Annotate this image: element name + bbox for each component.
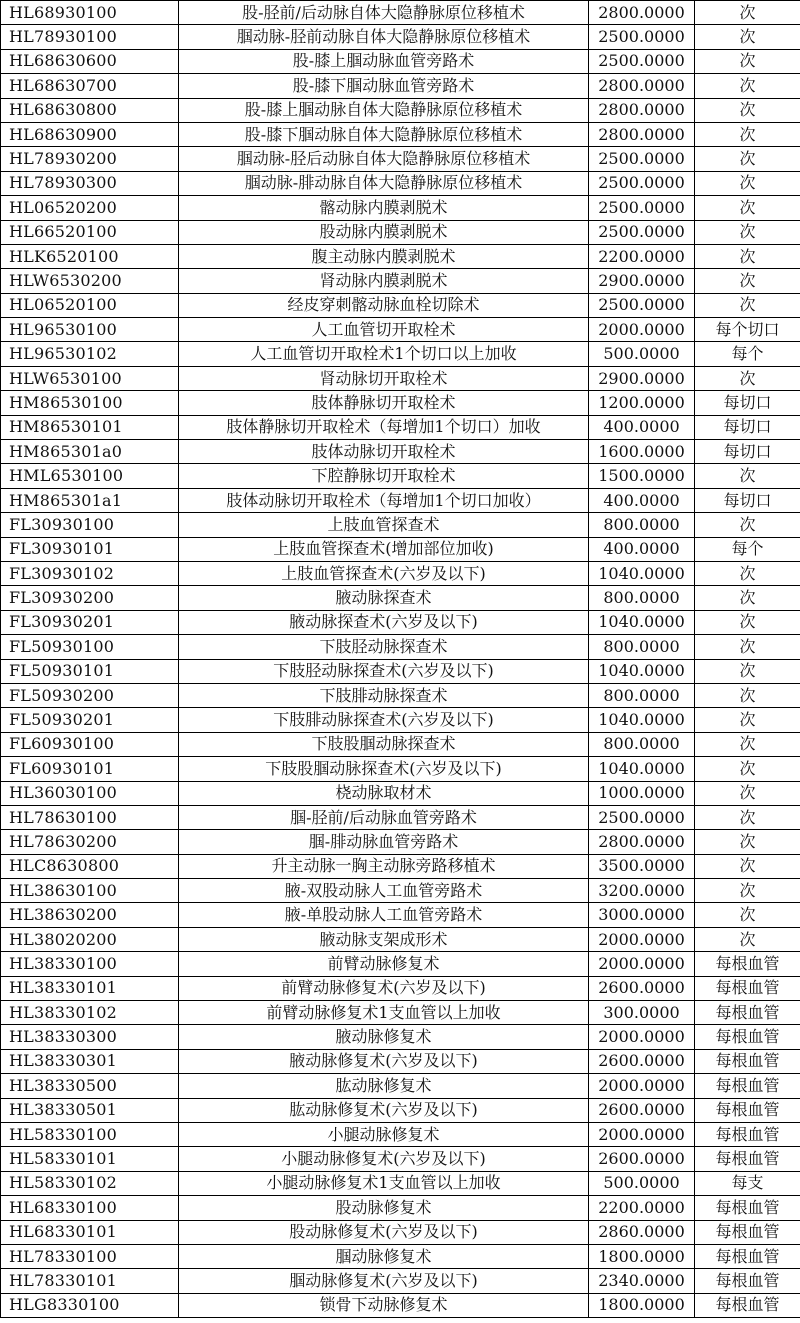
item-code-cell: HL38630200 [1,903,179,927]
item-code-cell: HL78930200 [1,147,179,171]
item-code-cell: HL06520100 [1,293,179,317]
table-row [1,1269,800,1293]
item-code-cell: FL50930101 [1,659,179,683]
item-name-cell: 腋-双股动脉人工血管旁路术 [179,879,589,903]
item-name-cell: 腘动脉-胫前动脉自体大隐静脉原位移植术 [179,25,589,49]
item-code-cell: HL38330101 [1,976,179,1000]
item-name-cell: 股动脉修复术 [179,1196,589,1220]
item-name-cell: 腋动脉修复术(六岁及以下) [179,1049,589,1073]
unit-cell: 每根血管 [695,1293,800,1317]
price-cell: 2900.0000 [589,269,695,293]
item-name-cell: 腋-单股动脉人工血管旁路术 [179,903,589,927]
table-row [1,1074,800,1098]
item-name-cell: 股-膝上腘动脉自体大隐静脉原位移植术 [179,98,589,122]
item-name-cell: 腋动脉探查术(六岁及以下) [179,610,589,634]
item-name-cell: 肾动脉切开取栓术 [179,366,589,390]
unit-cell: 次 [695,805,800,829]
item-code-cell: HML6530100 [1,464,179,488]
item-name-cell: 人工血管切开取栓术1个切口以上加收 [179,342,589,366]
unit-cell: 次 [695,171,800,195]
unit-cell: 次 [695,98,800,122]
unit-cell: 每切口 [695,488,800,512]
item-name-cell: 股-膝下腘动脉自体大隐静脉原位移植术 [179,122,589,146]
item-code-cell: FL30930100 [1,513,179,537]
price-cell: 2200.0000 [589,1196,695,1220]
table-row [1,1220,800,1244]
price-cell: 2000.0000 [589,952,695,976]
item-code-cell: HLG8330100 [1,1293,179,1317]
item-name-cell: 肾动脉内膜剥脱术 [179,269,589,293]
table-row [1,757,800,781]
table-row [1,879,800,903]
item-code-cell: HM86530101 [1,415,179,439]
table-row [1,74,800,98]
table-row [1,269,800,293]
price-cell: 1500.0000 [589,464,695,488]
unit-cell: 每根血管 [695,1074,800,1098]
item-name-cell: 小腿动脉修复术(六岁及以下) [179,1147,589,1171]
item-code-cell: HL36030100 [1,781,179,805]
table-row [1,415,800,439]
item-code-cell: HL58330100 [1,1122,179,1146]
unit-cell: 次 [695,757,800,781]
table-row [1,220,800,244]
price-cell: 1040.0000 [589,757,695,781]
table-row [1,586,800,610]
price-cell: 2900.0000 [589,366,695,390]
item-name-cell: 上肢血管探查术 [179,513,589,537]
price-cell: 300.0000 [589,1001,695,1025]
price-cell: 800.0000 [589,586,695,610]
unit-cell: 次 [695,879,800,903]
item-code-cell: HL96530100 [1,318,179,342]
item-name-cell: 升主动脉一胸主动脉旁路移植术 [179,854,589,878]
unit-cell: 次 [695,122,800,146]
unit-cell: 每根血管 [695,976,800,1000]
unit-cell: 次 [695,610,800,634]
item-code-cell: HL58330101 [1,1147,179,1171]
price-cell: 500.0000 [589,342,695,366]
item-code-cell: HL68930100 [1,1,179,25]
unit-cell: 次 [695,1,800,25]
item-name-cell: 小腿动脉修复术 [179,1122,589,1146]
unit-cell: 每根血管 [695,1122,800,1146]
item-name-cell: 前臂动脉修复术1支血管以上加收 [179,1001,589,1025]
table-row [1,635,800,659]
item-name-cell: 前臂动脉修复术 [179,952,589,976]
unit-cell: 次 [695,561,800,585]
unit-cell: 次 [695,586,800,610]
unit-cell: 每个切口 [695,318,800,342]
item-code-cell: FL60930101 [1,757,179,781]
price-cell: 1040.0000 [589,659,695,683]
unit-cell: 次 [695,708,800,732]
price-cell: 2340.0000 [589,1269,695,1293]
item-code-cell: HL96530102 [1,342,179,366]
item-name-cell: 股-胫前/后动脉自体大隐静脉原位移植术 [179,1,589,25]
table-row [1,488,800,512]
table-row [1,708,800,732]
table-row [1,854,800,878]
item-code-cell: HM865301a0 [1,440,179,464]
price-cell: 2860.0000 [589,1220,695,1244]
table-row [1,561,800,585]
table-row [1,98,800,122]
item-name-cell: 腘动脉-胫后动脉自体大隐静脉原位移植术 [179,147,589,171]
unit-cell: 次 [695,244,800,268]
unit-cell: 次 [695,49,800,73]
item-name-cell: 下肢股腘动脉探查术(六岁及以下) [179,757,589,781]
unit-cell: 每支 [695,1171,800,1195]
unit-cell: 每切口 [695,415,800,439]
table-row [1,927,800,951]
table-row [1,1098,800,1122]
item-code-cell: HL68630900 [1,122,179,146]
price-cell: 1000.0000 [589,781,695,805]
item-name-cell: 桡动脉取材术 [179,781,589,805]
item-code-cell: HL78930100 [1,25,179,49]
price-cell: 400.0000 [589,488,695,512]
unit-cell: 次 [695,830,800,854]
price-cell: 800.0000 [589,732,695,756]
item-name-cell: 肢体动脉切开取栓术 [179,440,589,464]
price-cell: 400.0000 [589,537,695,561]
item-name-cell: 上肢血管探查术(增加部位加收) [179,537,589,561]
item-name-cell: 髂动脉内膜剥脱术 [179,196,589,220]
table-row [1,25,800,49]
unit-cell: 次 [695,269,800,293]
item-name-cell: 腘动脉-腓动脉自体大隐静脉原位移植术 [179,171,589,195]
price-cell: 800.0000 [589,635,695,659]
price-cell: 2800.0000 [589,830,695,854]
price-cell: 2000.0000 [589,318,695,342]
item-code-cell: HL68330101 [1,1220,179,1244]
item-code-cell: HL38020200 [1,927,179,951]
item-name-cell: 小腿动脉修复术1支血管以上加收 [179,1171,589,1195]
table-row [1,513,800,537]
table-row [1,1,800,25]
price-cell: 2500.0000 [589,220,695,244]
item-code-cell: FL30930102 [1,561,179,585]
table-row [1,1147,800,1171]
table-row [1,830,800,854]
price-cell: 2500.0000 [589,25,695,49]
table-row [1,122,800,146]
item-name-cell: 下肢腓动脉探查术 [179,683,589,707]
table-row [1,952,800,976]
item-code-cell: HL68330100 [1,1196,179,1220]
table-row [1,49,800,73]
table-row [1,976,800,1000]
table-row [1,244,800,268]
price-cell: 1040.0000 [589,610,695,634]
unit-cell: 每根血管 [695,1049,800,1073]
item-name-cell: 肱动脉修复术(六岁及以下) [179,1098,589,1122]
item-code-cell: HLC8630800 [1,854,179,878]
unit-cell: 次 [695,513,800,537]
item-name-cell: 股动脉内膜剥脱术 [179,220,589,244]
item-name-cell: 下肢胫动脉探查术(六岁及以下) [179,659,589,683]
item-name-cell: 前臂动脉修复术(六岁及以下) [179,976,589,1000]
table-row [1,1025,800,1049]
item-name-cell: 股动脉修复术(六岁及以下) [179,1220,589,1244]
price-cell: 1600.0000 [589,440,695,464]
table-row [1,1244,800,1268]
table-row [1,1122,800,1146]
price-cell: 2500.0000 [589,49,695,73]
table-row [1,659,800,683]
table-row [1,391,800,415]
unit-cell: 次 [695,903,800,927]
price-cell: 800.0000 [589,513,695,537]
item-name-cell: 肢体静脉切开取栓术（每增加1个切口）加收 [179,415,589,439]
table-row [1,1171,800,1195]
item-name-cell: 肱动脉修复术 [179,1074,589,1098]
table-row [1,171,800,195]
item-name-cell: 股-膝下腘动脉血管旁路术 [179,74,589,98]
item-code-cell: HL38330501 [1,1098,179,1122]
price-cell: 2500.0000 [589,293,695,317]
table-row [1,610,800,634]
item-code-cell: FL50930100 [1,635,179,659]
price-cell: 2000.0000 [589,1122,695,1146]
item-name-cell: 上肢血管探查术(六岁及以下) [179,561,589,585]
unit-cell: 次 [695,25,800,49]
item-name-cell: 腋动脉支架成形术 [179,927,589,951]
price-cell: 2800.0000 [589,98,695,122]
table-row [1,342,800,366]
item-name-cell: 股-膝上腘动脉血管旁路术 [179,49,589,73]
price-cell: 2500.0000 [589,196,695,220]
price-cell: 2800.0000 [589,74,695,98]
unit-cell: 每根血管 [695,1098,800,1122]
item-code-cell: HL38330100 [1,952,179,976]
unit-cell: 每个 [695,537,800,561]
table-row [1,1001,800,1025]
item-name-cell: 肢体静脉切开取栓术 [179,391,589,415]
price-cell: 2500.0000 [589,805,695,829]
table-body [1,1,800,1318]
unit-cell: 每根血管 [695,1196,800,1220]
unit-cell: 次 [695,854,800,878]
price-cell: 3500.0000 [589,854,695,878]
item-code-cell: HL68630700 [1,74,179,98]
table-row [1,293,800,317]
price-cell: 2000.0000 [589,1074,695,1098]
item-code-cell: FL30930101 [1,537,179,561]
unit-cell: 每切口 [695,391,800,415]
price-cell: 1040.0000 [589,708,695,732]
item-code-cell: HL78630200 [1,830,179,854]
unit-cell: 每根血管 [695,1244,800,1268]
unit-cell: 次 [695,659,800,683]
item-code-cell: FL50930200 [1,683,179,707]
unit-cell: 次 [695,732,800,756]
item-name-cell: 腹主动脉内膜剥脱术 [179,244,589,268]
price-cell: 2500.0000 [589,147,695,171]
price-cell: 2200.0000 [589,244,695,268]
unit-cell: 每根血管 [695,952,800,976]
item-name-cell: 下腔静脉切开取栓术 [179,464,589,488]
price-cell: 1800.0000 [589,1244,695,1268]
price-cell: 400.0000 [589,415,695,439]
price-cell: 800.0000 [589,683,695,707]
unit-cell: 次 [695,293,800,317]
price-cell: 2800.0000 [589,122,695,146]
item-code-cell: HLW6530200 [1,269,179,293]
price-cell: 2600.0000 [589,1049,695,1073]
unit-cell: 每根血管 [695,1001,800,1025]
item-name-cell: 腋动脉探查术 [179,586,589,610]
table-row [1,440,800,464]
table-row [1,196,800,220]
unit-cell: 次 [695,683,800,707]
item-code-cell: HL38630100 [1,879,179,903]
item-code-cell: FL30930200 [1,586,179,610]
price-cell: 2800.0000 [589,1,695,25]
table-row [1,732,800,756]
item-code-cell: HL38330301 [1,1049,179,1073]
price-cell: 1040.0000 [589,561,695,585]
price-cell: 1800.0000 [589,1293,695,1317]
item-name-cell: 下肢腓动脉探查术(六岁及以下) [179,708,589,732]
price-cell: 2600.0000 [589,1098,695,1122]
item-code-cell: HL78330101 [1,1269,179,1293]
price-cell: 2600.0000 [589,976,695,1000]
table-row [1,683,800,707]
unit-cell: 次 [695,366,800,390]
table-row [1,1049,800,1073]
item-name-cell: 腘动脉修复术 [179,1244,589,1268]
item-code-cell: HL66520100 [1,220,179,244]
table-row [1,318,800,342]
table-row [1,366,800,390]
item-name-cell: 腘动脉修复术(六岁及以下) [179,1269,589,1293]
item-code-cell: HLK6520100 [1,244,179,268]
item-code-cell: HL68630800 [1,98,179,122]
item-name-cell: 肢体动脉切开取栓术（每增加1个切口加收） [179,488,589,512]
item-name-cell: 人工血管切开取栓术 [179,318,589,342]
price-cell: 500.0000 [589,1171,695,1195]
unit-cell: 每根血管 [695,1025,800,1049]
unit-cell: 次 [695,147,800,171]
price-cell: 2000.0000 [589,927,695,951]
price-cell: 3200.0000 [589,879,695,903]
item-name-cell: 经皮穿刺髂动脉血栓切除术 [179,293,589,317]
item-code-cell: HL68630600 [1,49,179,73]
item-name-cell: 下肢股腘动脉探查术 [179,732,589,756]
item-code-cell: HL38330300 [1,1025,179,1049]
item-code-cell: HM86530100 [1,391,179,415]
unit-cell: 每根血管 [695,1269,800,1293]
item-code-cell: HL38330102 [1,1001,179,1025]
unit-cell: 次 [695,781,800,805]
unit-cell: 每切口 [695,440,800,464]
item-code-cell: FL50930201 [1,708,179,732]
table-row [1,1293,800,1317]
unit-cell: 每根血管 [695,1220,800,1244]
unit-cell: 每个 [695,342,800,366]
unit-cell: 次 [695,74,800,98]
price-cell: 3000.0000 [589,903,695,927]
item-code-cell: HM865301a1 [1,488,179,512]
item-name-cell: 锁骨下动脉修复术 [179,1293,589,1317]
item-code-cell: HL58330102 [1,1171,179,1195]
price-cell: 2500.0000 [589,171,695,195]
item-code-cell: FL30930201 [1,610,179,634]
price-cell: 2600.0000 [589,1147,695,1171]
table-row [1,537,800,561]
item-code-cell: HLW6530100 [1,366,179,390]
unit-cell: 次 [695,196,800,220]
price-cell: 1200.0000 [589,391,695,415]
item-code-cell: HL78930300 [1,171,179,195]
table-row [1,1196,800,1220]
item-code-cell: HL06520200 [1,196,179,220]
table-row [1,147,800,171]
item-code-cell: HL78330100 [1,1244,179,1268]
table-row [1,903,800,927]
item-code-cell: HL38330500 [1,1074,179,1098]
unit-cell: 次 [695,220,800,244]
table-row [1,805,800,829]
unit-cell: 次 [695,927,800,951]
item-code-cell: FL60930100 [1,732,179,756]
item-code-cell: HL78630100 [1,805,179,829]
item-name-cell: 腘-胫前/后动脉血管旁路术 [179,805,589,829]
unit-cell: 次 [695,635,800,659]
unit-cell: 次 [695,464,800,488]
item-name-cell: 腘-腓动脉血管旁路术 [179,830,589,854]
table-row [1,464,800,488]
price-cell: 2000.0000 [589,1025,695,1049]
table-row [1,781,800,805]
item-name-cell: 腋动脉修复术 [179,1025,589,1049]
unit-cell: 每根血管 [695,1147,800,1171]
item-name-cell: 下肢胫动脉探查术 [179,635,589,659]
